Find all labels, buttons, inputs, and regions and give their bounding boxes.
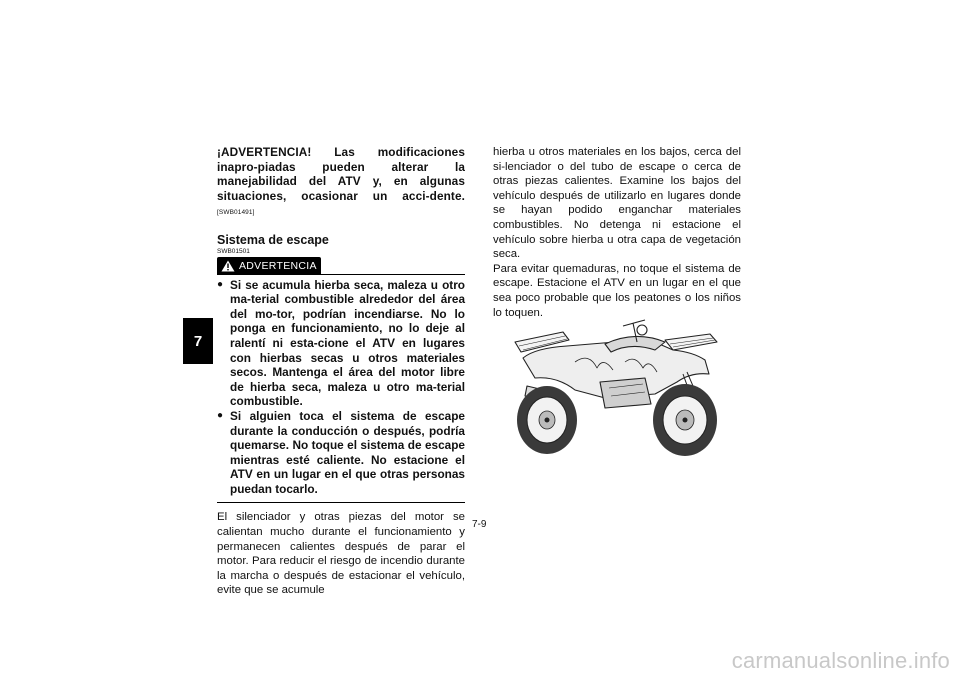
watermark: carmanualsonline.info bbox=[731, 648, 950, 673]
warning-intro: ¡ADVERTENCIA! Las modificaciones inapro-piadas pueden alterar la manejabilidad del ATV y, en algunas situaciones, ocasionar un acci-dente. [SWB01491] bbox=[217, 145, 465, 217]
left-column bbox=[217, 145, 465, 598]
atv-illustration bbox=[505, 312, 743, 462]
section-code: SWB01501 bbox=[217, 247, 250, 255]
list-item: ● Si alguien toca el sistema de escape durante la conducción o después, podría quemarse. No toque el sistema de escape mientras esté caliente. No estacione el ATV en un lugar en el que otras personas puedan tocarlo. bbox=[217, 409, 465, 497]
rear-wheel-icon bbox=[653, 384, 717, 456]
right-column bbox=[493, 145, 741, 320]
front-wheel-icon bbox=[517, 386, 577, 454]
body-paragraph: hierba u otros materiales en los bajos, cerca del si-lenciador o del tubo de escape o cerca de otras piezas calientes. Examine los bajos del vehículo después de utilizarlo en lugares donde se hayan podido enganchar materiales combustibles. No detenga ni estacione el vehículo sobre hierba u otra capa de vegetación seca. bbox=[493, 146, 741, 261]
chapter-tab: 7 bbox=[183, 318, 213, 364]
warning-banner bbox=[217, 257, 465, 275]
warning-list bbox=[217, 278, 465, 497]
body-paragraph: Para evitar quemaduras, no toque el sistema de escape. Estacione el ATV en un lugar en el que sea poco probable que los peatones o los niños lo toquen. bbox=[493, 262, 741, 319]
warning-triangle-icon bbox=[221, 260, 235, 272]
page-number: 7-9 bbox=[472, 519, 487, 530]
warning-end-divider bbox=[217, 502, 465, 503]
body-paragraph: El silenciador y otras piezas del motor se calientan mucho durante el funcionamiento y permanecen calientes después de parar el motor. Para reducir el riesgo de incendio durante la marcha o después de estacionar el vehículo, evite que se acumule bbox=[217, 511, 465, 597]
warning-label: ADVERTENCIA bbox=[239, 259, 317, 272]
warning-intro-code: [SWB01491] bbox=[217, 209, 255, 217]
section-title: Sistema de escape bbox=[217, 232, 329, 247]
list-item: ● Si se acumula hierba seca, maleza u otro ma-terial combustible alrededor del área del mo-tor, podrían incendiarse. No lo ponga en funcionamiento, no lo deje al ralentí ni esta-cione el ATV en lugares con hierbas secas u otros materiales secos. Mantenga el área del motor libre de hierba seca, maleza u otro ma-terial combustible. bbox=[217, 278, 465, 409]
